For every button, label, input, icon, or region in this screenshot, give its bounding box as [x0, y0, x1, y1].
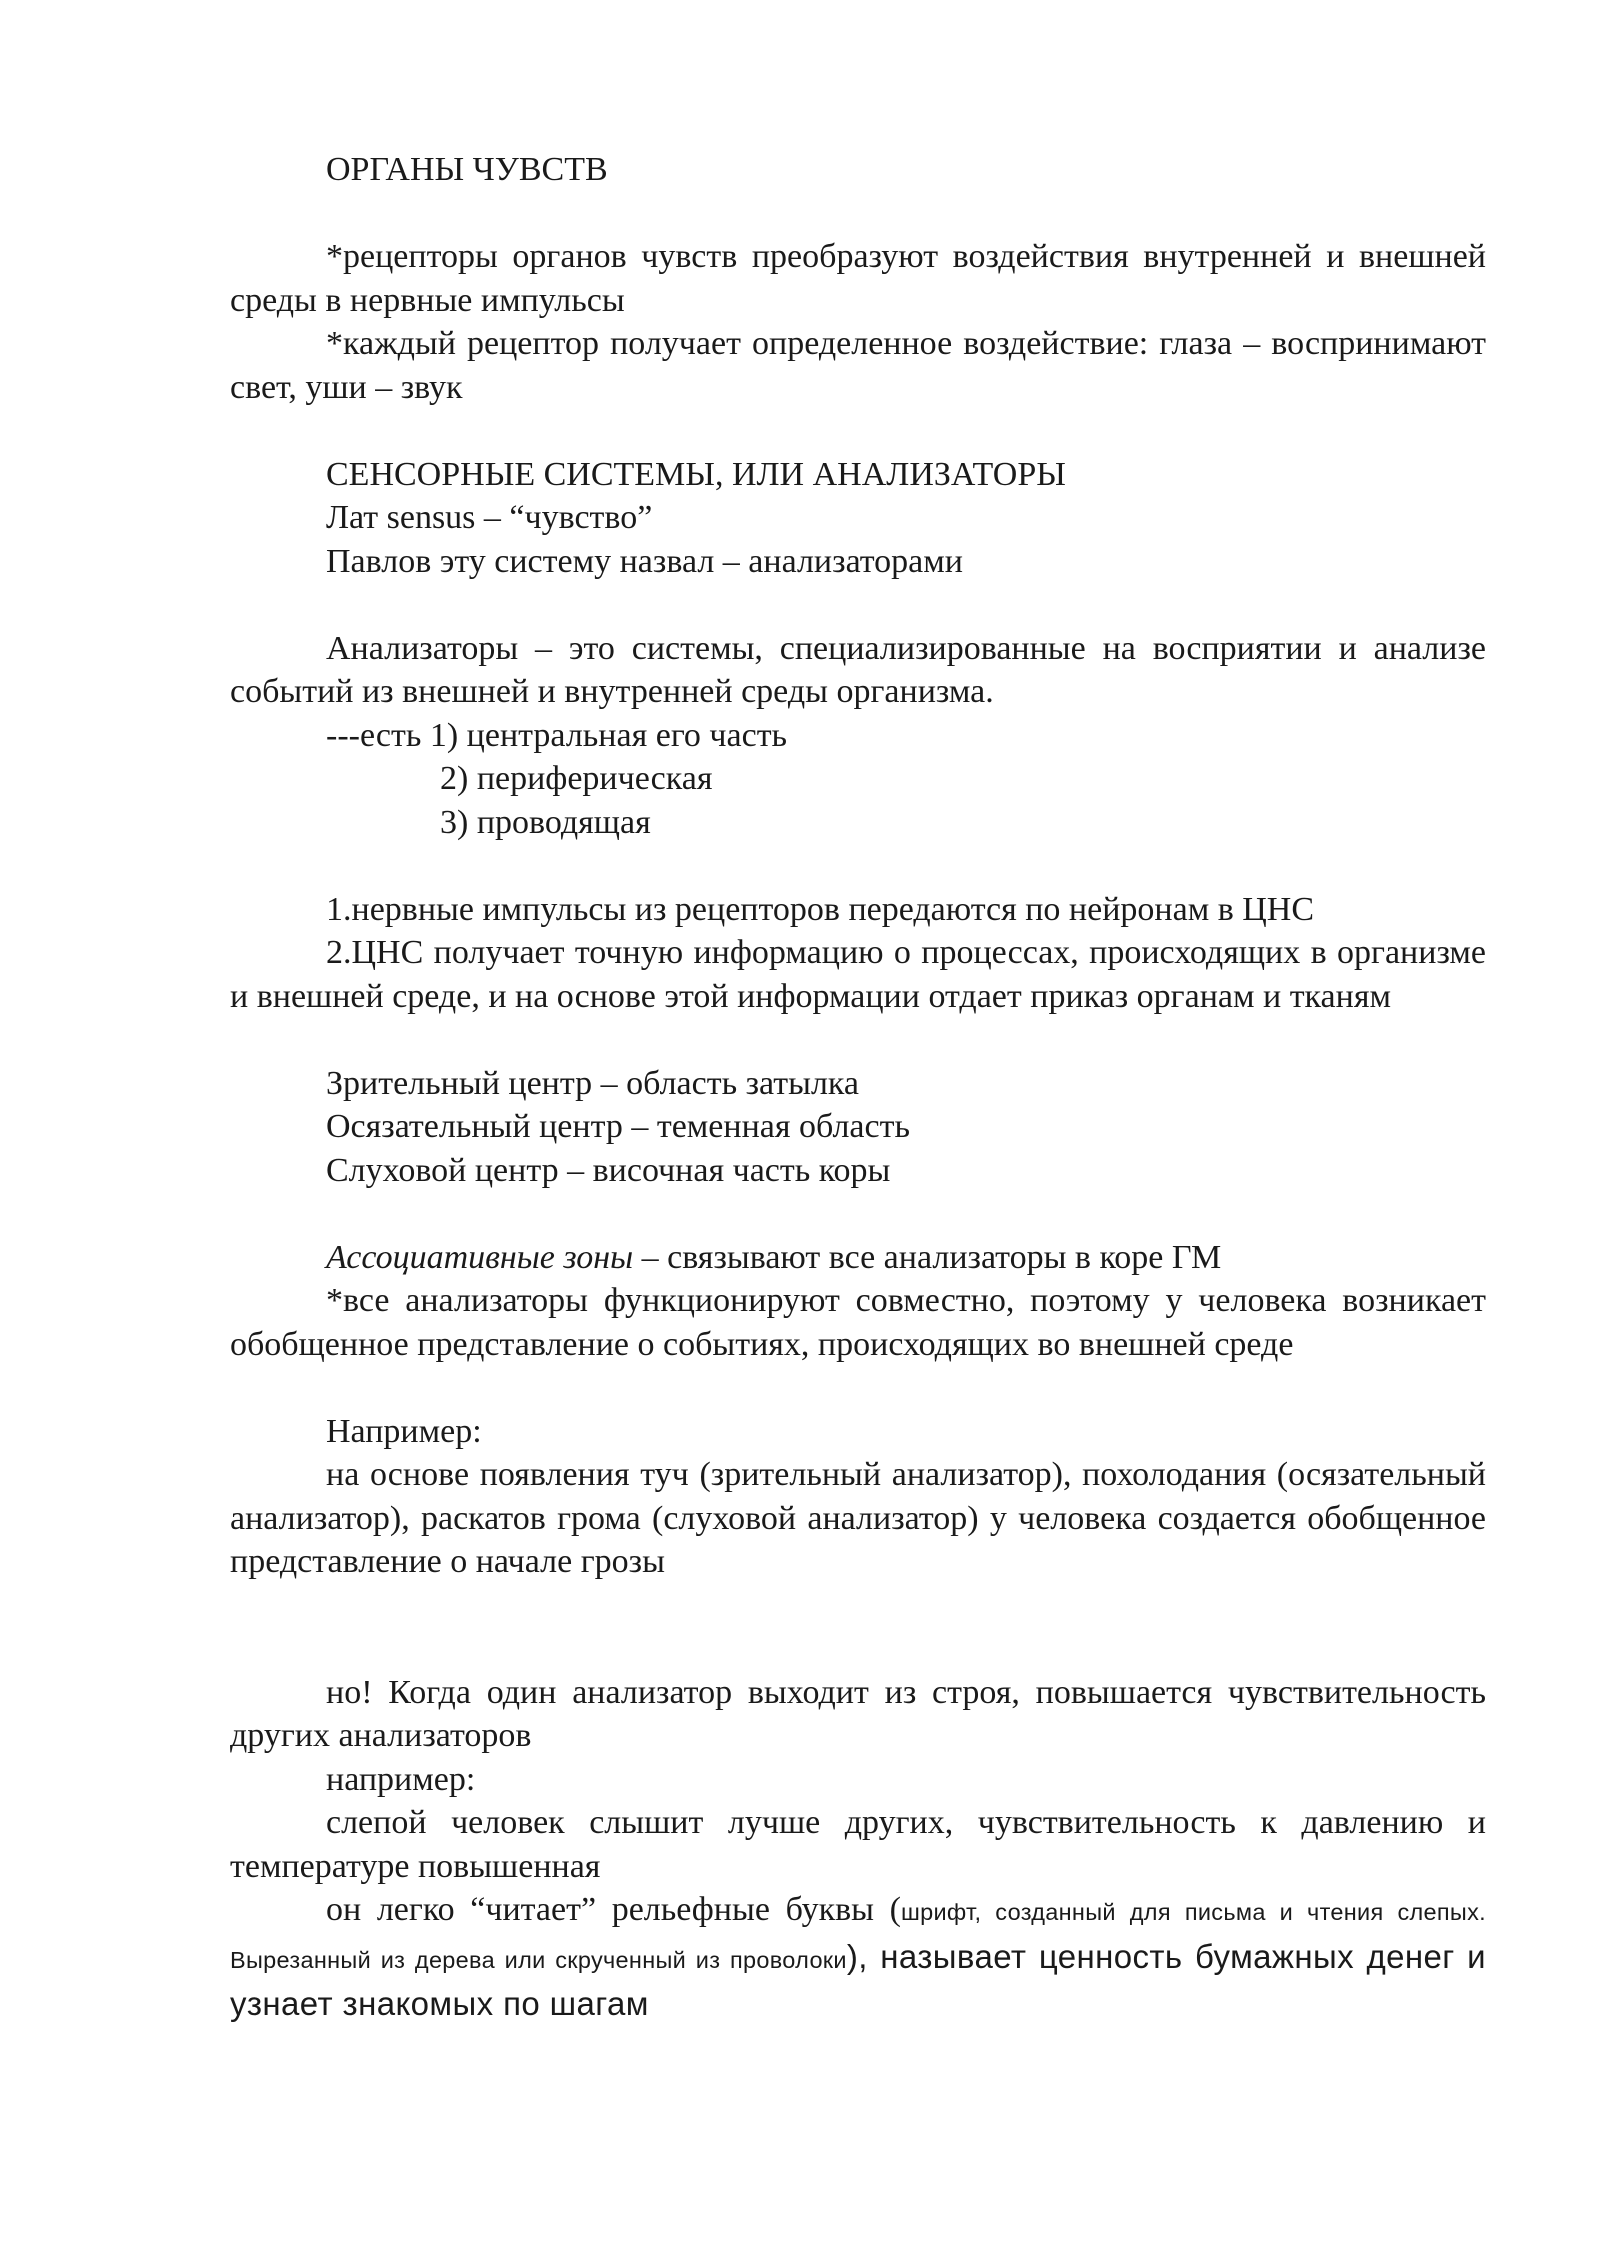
list-intro-central-part: ---есть 1) центральная его часть	[326, 716, 788, 754]
line-visual-center: Зрительный центр – область затылка	[326, 1064, 860, 1102]
associative-zones-description: – связывают все анализаторы в коре ГМ	[633, 1238, 1222, 1276]
paragraph-step-2: 2.ЦНС получает точную информацию о процессах, происходящих в организме и внешней среде, и на основе этой информации отдает приказ органам и тканям	[230, 934, 1486, 1015]
example-label-2: например:	[326, 1760, 476, 1798]
paragraph-receptor-stimulus: *каждый рецептор получает определенное воздействие: глаза – воспринимают свет, уши – звук	[230, 325, 1486, 406]
heading-organs-of-senses: ОРГАНЫ ЧУВСТВ	[326, 151, 608, 188]
line-latin-sensus: Лат sensus – “чувство”	[326, 499, 653, 536]
paragraph-blind-person: слепой человек слышит лучше других, чувствительность к давлению и температуре повышенная	[230, 1804, 1486, 1885]
paragraph-example-storm: на основе появления туч (зрительный анализатор), похолодания (осязательный анализатор), раскатов грома (слуховой анализатор) у человека создается обобщенное представление о начале грозы	[230, 1456, 1486, 1580]
list-item-peripheral: 2) периферическая	[440, 760, 713, 797]
paragraph-analyzers-definition: Анализаторы – это системы, специализированные на восприятии и анализе событий из внешней и внутренней среды организма.	[230, 629, 1486, 710]
heading-sensory-systems: СЕНСОРНЫЕ СИСТЕМЫ, ИЛИ АНАЛИЗАТОРЫ	[326, 455, 1066, 493]
relief-letters-end: ), называет ценность бумажных денег и узнает знакомых по шагам	[230, 1937, 1486, 2022]
paragraph-but-compensation: но! Когда один анализатор выходит из строя, повышается чувствительность других анализаторов	[230, 1673, 1486, 1754]
braille-note: шрифт, созданный для письма и чтения слепых. Вырезанный из дерева или скрученный из проволоки	[230, 1899, 1486, 1973]
paragraph-relief-letters	[230, 1888, 1486, 2027]
line-pavlov: Павлов эту систему назвал – анализаторами	[326, 542, 963, 580]
associative-zones-term: Ассоциативные зоны	[326, 1238, 634, 1276]
document-body	[230, 148, 1486, 2027]
relief-letters-start: он легко “читает” рельефные буквы (	[326, 1891, 901, 1928]
paragraph-receptors-transform: *рецепторы органов чувств преобразуют воздействия внутренней и внешней среды в нервные импульсы	[230, 238, 1486, 319]
paragraph-all-analyzers: *все анализаторы функционируют совместно, поэтому у человека возникает обобщенное представление о событиях, происходящих во внешней среде	[230, 1282, 1486, 1363]
example-label: Например:	[326, 1412, 482, 1450]
list-item-conducting: 3) проводящая	[440, 803, 651, 841]
line-auditory-center: Слуховой центр – височная часть коры	[326, 1151, 891, 1189]
paragraph-step-1: 1.нервные импульсы из рецепторов передаются по нейронам в ЦНС	[326, 890, 1315, 928]
line-tactile-center: Осязательный центр – теменная область	[326, 1108, 910, 1145]
paragraph-associative-zones	[230, 1236, 1486, 1280]
